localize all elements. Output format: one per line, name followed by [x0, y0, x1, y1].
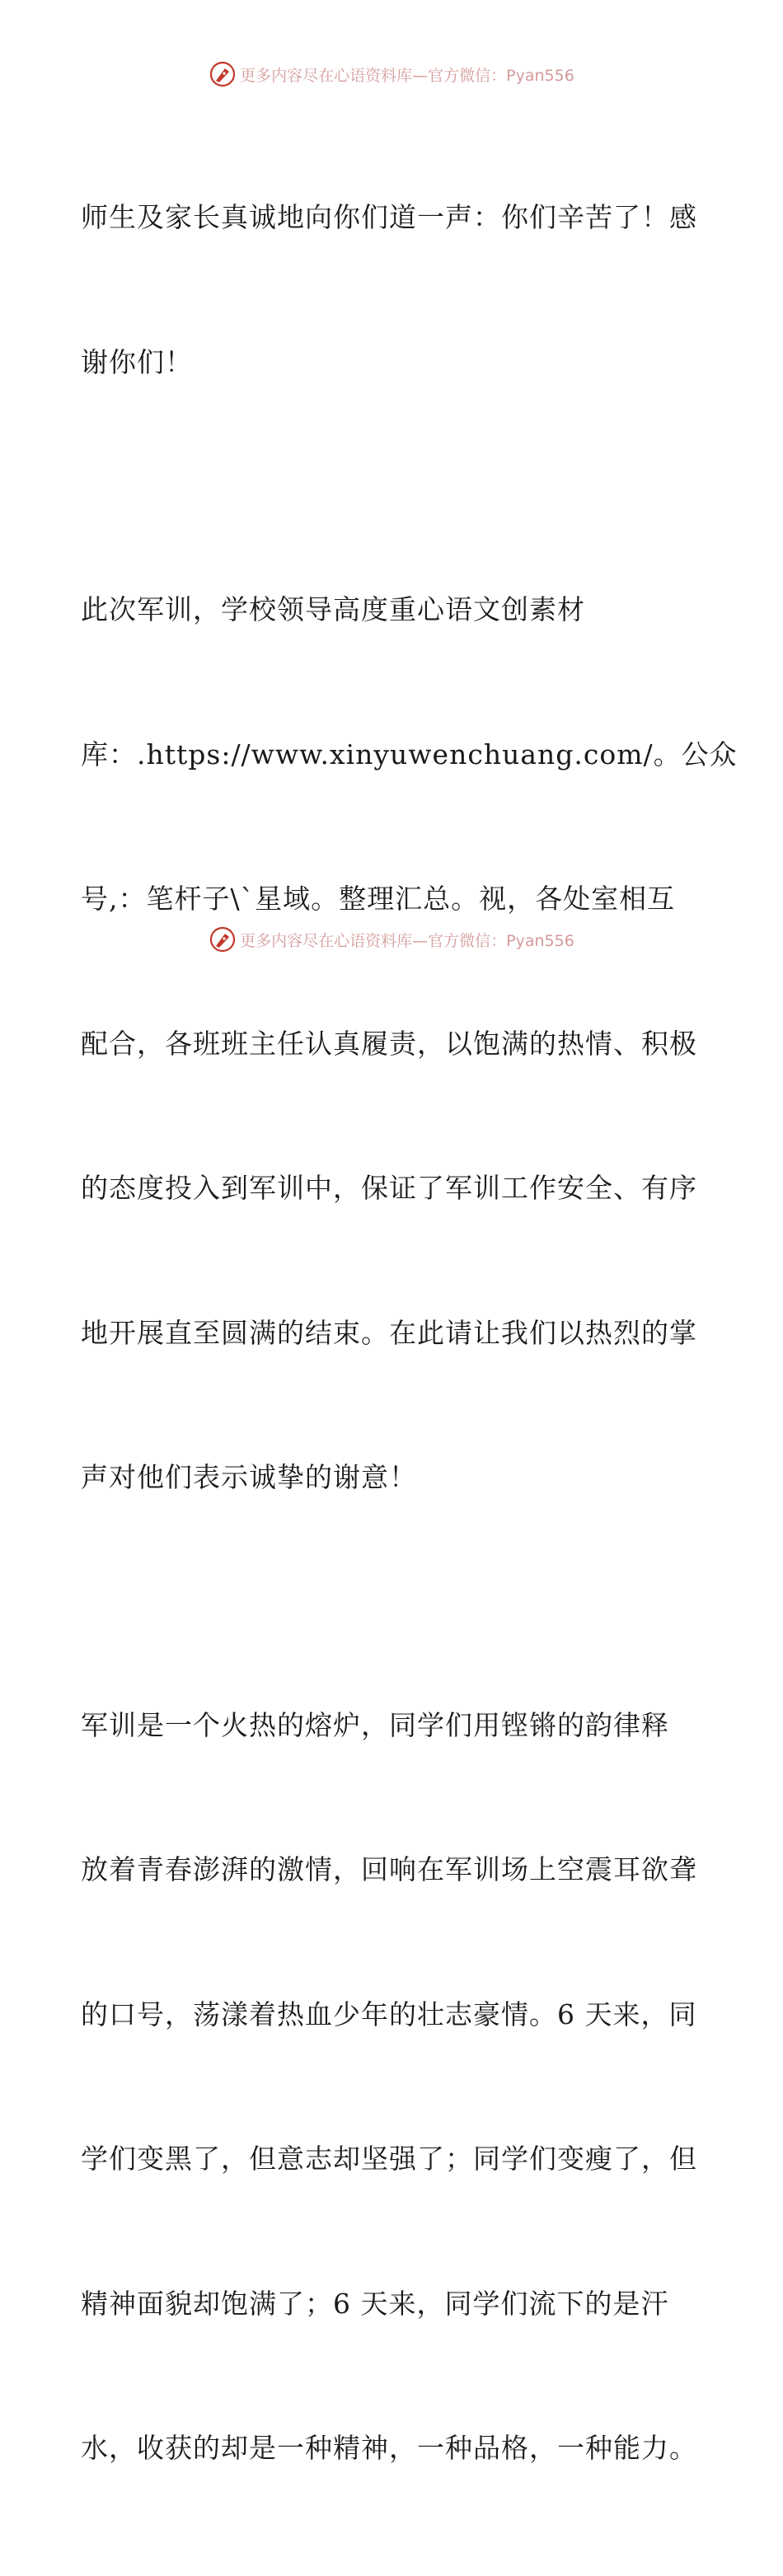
text-line: 师生及家长真诚地向你们道一声：你们辛苦了！感 — [81, 201, 697, 233]
text-line: 放着青春澎湃的激情，回响在军训场上空震耳欲聋 — [81, 1853, 697, 1885]
text-line: 声对他们表示诚挚的谢意！ — [81, 1461, 417, 1493]
text-line: 学们变黑了，但意志却坚强了；同学们变瘦了，但 — [81, 2143, 697, 2175]
pen-nib-circle-icon — [209, 60, 237, 88]
text-line: 此次军训，学校领导高度重心语文创素材 — [81, 593, 585, 625]
text-line: 库：.https://www.xinyuwenchuang.com/。公众 — [81, 738, 738, 770]
text-line: 精神面貌却饱满了；6 天来，同学们流下的是汗 — [81, 2287, 669, 2320]
text-line: 军训是一个火热的熔炉，同学们用铿锵的韵律释 — [81, 1708, 669, 1741]
text-line: 配合，各班班主任认真履责，以饱满的热情、积极 — [81, 1027, 697, 1060]
paragraph — [81, 489, 738, 1599]
paragraph — [81, 97, 707, 483]
text-line: 水，收获的却是一种精神，一种品格，一种能力。 — [81, 2432, 697, 2464]
footer-watermark — [0, 923, 783, 956]
text-line: 地开展直至圆满的结束。在此请让我们以热烈的掌 — [81, 1316, 697, 1349]
text-line: 谢你们！ — [81, 345, 193, 378]
watermark-text: 更多内容尽在心语资料库—官方微信：Pyan556 — [240, 66, 574, 85]
header-watermark — [0, 58, 783, 91]
text-line: 号,：笔杆子\`星域。整理汇总。视，各处室相互 — [81, 883, 676, 915]
pen-nib-circle-icon — [209, 925, 237, 953]
text-line: 的态度投入到军训中，保证了军训工作安全、有序 — [81, 1172, 697, 1204]
document-body — [81, 97, 738, 2576]
paragraph — [81, 1605, 707, 2569]
watermark-text: 更多内容尽在心语资料库—官方微信：Pyan556 — [240, 931, 574, 950]
text-line: 的口号，荡漾着热血少年的壮志豪情。6 天来，同 — [81, 1998, 697, 2030]
